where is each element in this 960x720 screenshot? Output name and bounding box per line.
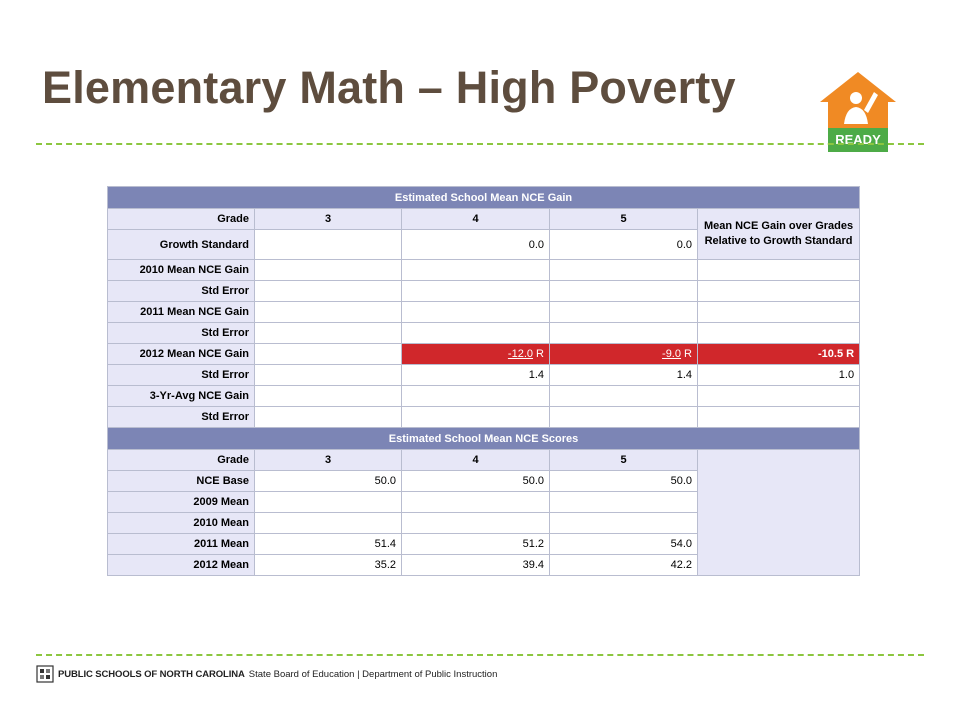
- cell: [255, 281, 402, 302]
- flag: R: [681, 348, 692, 360]
- table-row: [108, 386, 860, 407]
- cell: [402, 407, 550, 428]
- nce-table: [107, 186, 860, 576]
- row-label: Std Error: [108, 323, 255, 344]
- cell: [255, 260, 402, 281]
- cell: [255, 492, 402, 513]
- row-label: Std Error: [108, 407, 255, 428]
- row-label: Growth Standard: [108, 230, 255, 260]
- cell: 50.0: [255, 471, 402, 492]
- footer: [36, 664, 497, 684]
- cell: 35.2: [255, 555, 402, 576]
- row-label: Std Error: [108, 281, 255, 302]
- cell: [402, 513, 550, 534]
- cell: 1.0: [698, 365, 860, 386]
- grade-label: Grade: [108, 209, 255, 230]
- cell: 51.4: [255, 534, 402, 555]
- table-row: [108, 281, 860, 302]
- footer-org: PUBLIC SCHOOLS OF NORTH CAROLINA: [58, 668, 245, 680]
- flagged-value: -9.0: [662, 348, 681, 360]
- cell: [255, 386, 402, 407]
- cell: 39.4: [402, 555, 550, 576]
- cell: [698, 323, 860, 344]
- grade-5-header: 5: [550, 209, 698, 230]
- cell: [402, 302, 550, 323]
- cell: [255, 230, 402, 260]
- cell: 1.4: [550, 365, 698, 386]
- blank-cell: [698, 450, 860, 576]
- row-label: 2009 Mean: [108, 492, 255, 513]
- table-row: [108, 344, 860, 365]
- cell: 1.4: [402, 365, 550, 386]
- cell: [550, 260, 698, 281]
- top-divider: [36, 143, 924, 145]
- row-label: 2012 Mean NCE Gain: [108, 344, 255, 365]
- scores-section-header: Estimated School Mean NCE Scores: [108, 428, 860, 450]
- cell: [402, 492, 550, 513]
- table-row: [108, 187, 860, 209]
- flagged-value: -12.0: [507, 348, 533, 360]
- cell: [402, 323, 550, 344]
- cell: 0.0: [402, 230, 550, 260]
- cell: [550, 323, 698, 344]
- grade-5-header: 5: [550, 450, 698, 471]
- cell: [402, 260, 550, 281]
- cell: [698, 281, 860, 302]
- flagged-cell: -10.5 R: [698, 344, 860, 365]
- row-label: 2012 Mean: [108, 555, 255, 576]
- row-label: 2011 Mean NCE Gain: [108, 302, 255, 323]
- table-row: [108, 407, 860, 428]
- grade-label: Grade: [108, 450, 255, 471]
- cell: [402, 281, 550, 302]
- grade-4-header: 4: [402, 450, 550, 471]
- row-label: NCE Base: [108, 471, 255, 492]
- cell: 42.2: [550, 555, 698, 576]
- flag: R: [533, 348, 544, 360]
- cell: [255, 302, 402, 323]
- row-label: 2011 Mean: [108, 534, 255, 555]
- table-row: [108, 260, 860, 281]
- row-label: 2010 Mean: [108, 513, 255, 534]
- cell: [255, 344, 402, 365]
- mean-gain-header: Mean NCE Gain over Grades Relative to Growth Standard: [698, 209, 860, 260]
- gain-section-header: Estimated School Mean NCE Gain: [108, 187, 860, 209]
- page-title: Elementary Math – High Poverty: [42, 62, 736, 113]
- cell: 54.0: [550, 534, 698, 555]
- grade-4-header: 4: [402, 209, 550, 230]
- cell: [698, 302, 860, 323]
- cell: [550, 386, 698, 407]
- cell: [550, 513, 698, 534]
- cell: 51.2: [402, 534, 550, 555]
- table-row: [108, 302, 860, 323]
- cell: [550, 407, 698, 428]
- table-row: [108, 365, 860, 386]
- nc-seal-icon: [36, 665, 54, 683]
- cell: [255, 365, 402, 386]
- flagged-cell: [550, 344, 698, 365]
- row-label: 2010 Mean NCE Gain: [108, 260, 255, 281]
- cell: [550, 281, 698, 302]
- cell: [255, 323, 402, 344]
- cell: [698, 260, 860, 281]
- table-row: [108, 450, 860, 471]
- cell: [402, 386, 550, 407]
- cell: [698, 407, 860, 428]
- table-row: [108, 323, 860, 344]
- cell: [550, 302, 698, 323]
- grade-3-header: 3: [255, 450, 402, 471]
- row-label: 3-Yr-Avg NCE Gain: [108, 386, 255, 407]
- cell: 50.0: [402, 471, 550, 492]
- logo-text: READY: [835, 132, 881, 147]
- row-label: Std Error: [108, 365, 255, 386]
- cell: [255, 407, 402, 428]
- cell: 50.0: [550, 471, 698, 492]
- bottom-divider: [36, 654, 924, 656]
- table-row: [108, 428, 860, 450]
- cell: [255, 513, 402, 534]
- cell: [698, 386, 860, 407]
- cell: [550, 492, 698, 513]
- flagged-cell: [402, 344, 550, 365]
- footer-dept: State Board of Education | Department of Public Instruction: [248, 668, 498, 680]
- cell: 0.0: [550, 230, 698, 260]
- grade-3-header: 3: [255, 209, 402, 230]
- table-row: [108, 209, 860, 230]
